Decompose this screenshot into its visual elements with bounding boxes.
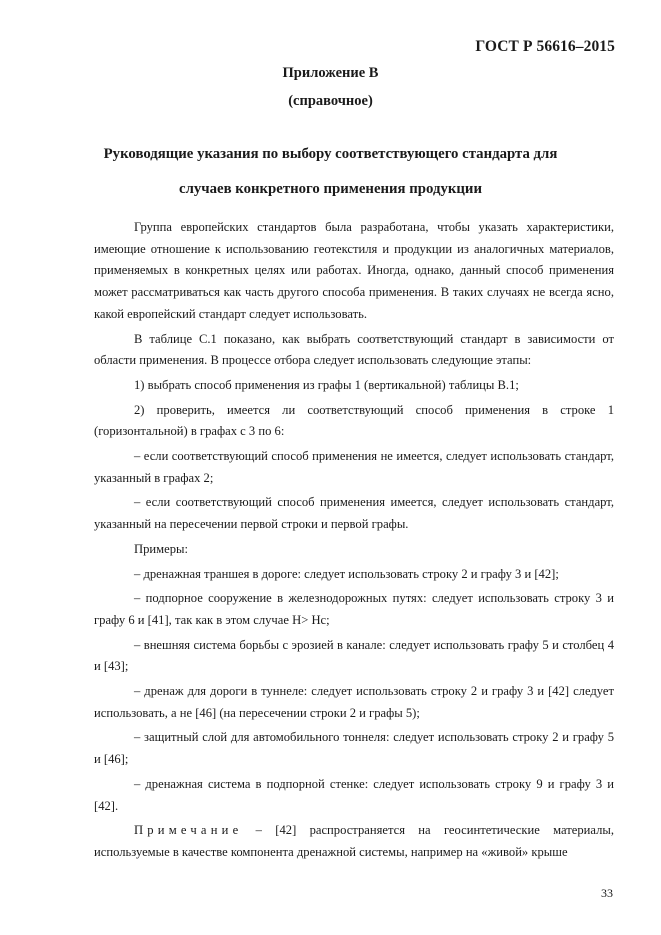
example-tunnel-drainage: – дренаж для дороги в туннеле: следует использовать строку 2 и графу 3 и [42] следует использовать, а не [46] (на пересечении строки 2 и графы 5); xyxy=(94,684,614,720)
note-text: – [42] распространяется на геосинтетические материалы, используемые в качестве компонента дренажной системы, например на «живой» крыше xyxy=(94,823,614,859)
example-drainage-trench: – дренажная траншея в дороге: следует использовать строку 2 и графу 3 и [42]; xyxy=(134,566,559,581)
step-2: 2) проверить, имеется ли соответствующий способ применения в строке 1 (горизонтальной) в графах с 3 по 6: xyxy=(94,402,614,439)
appendix-title: Приложение В xyxy=(282,65,379,81)
note-label: Примечание xyxy=(134,823,243,838)
example-retaining-wall-drainage: – дренажная система в подпорной стенке: следует использовать строку 9 и графу 3 и [42]. xyxy=(94,776,614,813)
page-number: 33 xyxy=(601,886,613,900)
step-1: 1) выбрать способ применения из графы 1 (вертикальной) таблицы В.1; xyxy=(134,377,519,392)
body-text xyxy=(94,217,614,867)
standard-code: ГОСТ Р 56616–2015 xyxy=(475,38,615,55)
paragraph-intro: Группа европейских стандартов была разработана, чтобы указать характеристики, имеющие отношение к использованию геотекстиля и продукции из аналогичных материалов, применяемых в конкретных целях или работах. Иногда, однако, данный способ применения может рассматриваться как часть другого способа применения. В таких случаях не всегда ясно, какой европейский стандарт следует использовать. xyxy=(94,220,614,321)
paragraph-table-selection: В таблице С.1 показано, как выбрать соответствующий стандарт в зависимости от области применения. В процессе отбора следует использовать следующие этапы: xyxy=(94,331,614,368)
step-2-case-absent: – если соответствующий способ применения не имеется, следует использовать стандарт, указанный в графах 2; xyxy=(94,449,614,485)
note-paragraph xyxy=(94,820,614,863)
example-retaining-structure: – подпорное сооружение в железнодорожных путях: следует использовать строку 3 и графу 6 и [41], так как в этом случае H> Hс; xyxy=(94,591,614,627)
examples-label: Примеры: xyxy=(134,541,188,556)
appendix-subtitle: (справочное) xyxy=(288,93,373,109)
step-2-case-present: – если соответствующий способ применения имеется, следует использовать стандарт, указанный на пересечении первой строки и первой графы. xyxy=(94,495,614,532)
example-erosion-control: – внешняя система борьбы с эрозией в канале: следует использовать графу 5 и столбец 4 и [43]; xyxy=(94,637,614,674)
section-heading-line-1: Руководящие указания по выбору соответствующего стандарта для xyxy=(103,146,558,162)
example-protective-layer: – защитный слой для автомобильного тоннеля: следует использовать строку 2 и графу 5 и [46]; xyxy=(94,730,614,767)
section-heading-line-2: случаев конкретного применения продукции xyxy=(179,181,482,197)
